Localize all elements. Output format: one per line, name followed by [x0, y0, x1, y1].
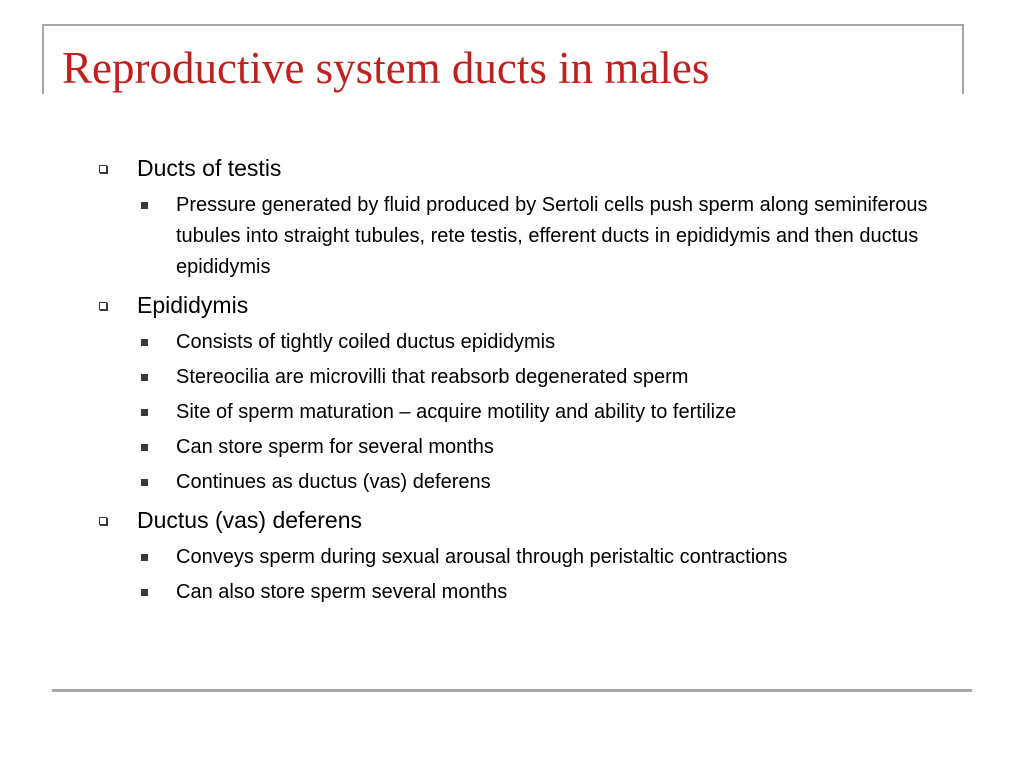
slide-title: Reproductive system ducts in males: [62, 43, 710, 93]
list-item: [96, 190, 976, 283]
filled-square-bullet-icon: [141, 554, 148, 561]
list-item-text: Site of sperm maturation – acquire motility and ability to fertilize: [176, 401, 737, 423]
list-item-text: Can store sperm for several months: [176, 436, 494, 458]
filled-square-bullet-icon: [141, 339, 148, 346]
list-item: [96, 362, 976, 393]
hollow-square-bullet-icon: [99, 165, 107, 173]
list-item: [96, 577, 976, 608]
list-item-text: Pressure generated by fluid produced by Sertoli cells push sperm along seminiferous tubules into straight tubules, rete testis, efferent ducts in epididymis and then ductus epididymis: [176, 194, 928, 278]
title-frame-right-rule: [962, 24, 964, 94]
section-heading-ducts-of-testis: [96, 150, 976, 186]
section-heading-text: Epididymis: [137, 292, 249, 318]
filled-square-bullet-icon: [141, 409, 148, 416]
filled-square-bullet-icon: [141, 202, 148, 209]
list-item-text: Continues as ductus (vas) deferens: [176, 471, 491, 493]
hollow-square-bullet-icon: [99, 302, 107, 310]
filled-square-bullet-icon: [141, 374, 148, 381]
footer-divider: [52, 689, 972, 692]
list-item: [96, 432, 976, 463]
list-item: [96, 397, 976, 428]
filled-square-bullet-icon: [141, 479, 148, 486]
list-item-text: Consists of tightly coiled ductus epididymis: [176, 331, 556, 353]
slide-content: [96, 150, 976, 608]
title-frame-top-rule: [42, 24, 964, 26]
section-heading-ductus-deferens: [96, 502, 976, 538]
list-item-text: Stereocilia are microvilli that reabsorb degenerated sperm: [176, 366, 689, 388]
list-item-text: Can also store sperm several months: [176, 581, 508, 603]
list-item-text: Conveys sperm during sexual arousal through peristaltic contractions: [176, 546, 788, 568]
list-item: [96, 467, 976, 498]
title-frame-left-rule: [42, 24, 44, 94]
section-heading-text: Ductus (vas) deferens: [137, 507, 362, 533]
list-item: [96, 542, 976, 573]
filled-square-bullet-icon: [141, 589, 148, 596]
hollow-square-bullet-icon: [99, 517, 107, 525]
filled-square-bullet-icon: [141, 444, 148, 451]
section-heading-text: Ducts of testis: [137, 155, 282, 181]
list-item: [96, 327, 976, 358]
section-heading-epididymis: [96, 287, 976, 323]
